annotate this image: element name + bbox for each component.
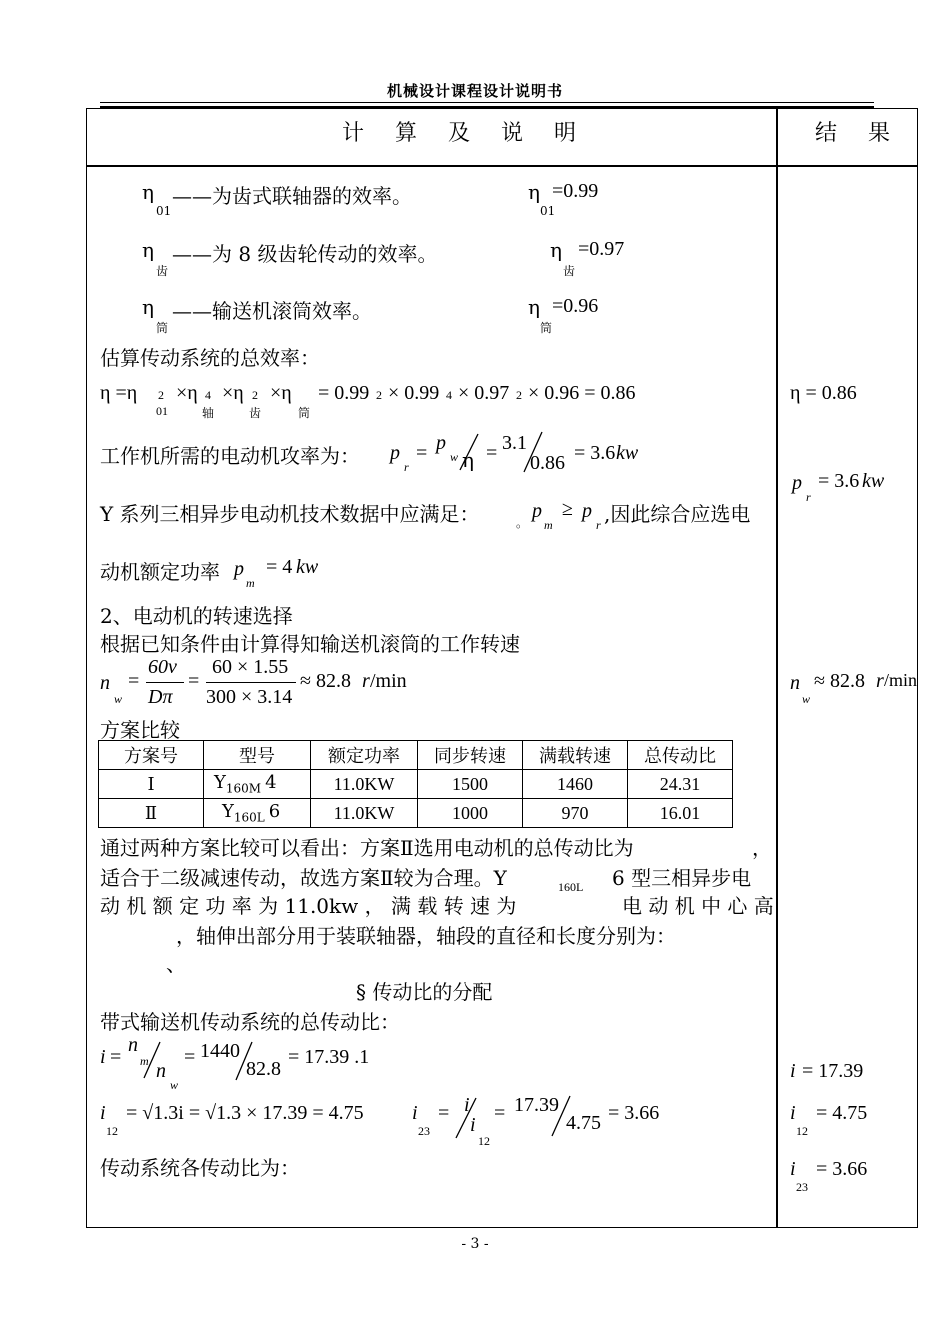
page-number: - 3 -	[461, 1236, 489, 1252]
series-condition-text: Y 系列三相异步电动机技术数据中应满足：	[100, 502, 480, 526]
paragraph-line-1-end: ，	[752, 836, 772, 860]
scheme-compare-label: 方案比较	[100, 718, 180, 742]
total-ratio-label: 带式输送机传动系统的总传动比：	[100, 1010, 400, 1034]
header-row-divider	[86, 165, 918, 167]
document-header-title: 机械设计课程设计说明书	[386, 82, 563, 100]
rated-power-text: 动机额定功率	[100, 560, 220, 584]
header-rule-thin	[100, 102, 874, 103]
table-header-row: 方案号 型号 额定功率 同步转速 满载转速 总传动比	[99, 741, 733, 770]
column-header-result: 结 果	[815, 121, 902, 146]
paragraph-line-4: ，轴伸出部分用于装联轴器，轴段的直径和长度分别为：	[176, 924, 676, 948]
paragraph-line-3a: 动 机 额 定 功 率 为 11.0kw ， 满 载 转 速 为	[100, 894, 517, 918]
speed-selection-heading: 2、电动机的转速选择	[100, 604, 293, 628]
paragraph-line-5: 、	[166, 952, 186, 976]
column-divider	[776, 108, 778, 1228]
paragraph-line-3b: 电 动 机 中 心 高	[622, 894, 774, 918]
table-row: Ⅱ $Y_{160L}$ 6 11.0KW 1000 970 16.01	[99, 799, 733, 828]
fraction-bar	[146, 682, 184, 683]
paragraph-line-1: 通过两种方案比较可以看出：方案Ⅱ选用电动机的总传动比为	[100, 836, 634, 860]
speed-intro-text: 根据已知条件由计算得知输送机滚筒的工作转速	[100, 632, 520, 656]
estimate-efficiency-label: 估算传动系统的总效率：	[100, 346, 320, 370]
scheme-comparison-table	[98, 740, 733, 828]
each-ratio-label: 传动系统各传动比为：	[100, 1156, 300, 1180]
table-row: Ⅰ $Y_{160M}$ 4 11.0KW 1500 1460 24.31	[99, 770, 733, 799]
power-needed-label: 工作机所需的电动机攻率为：	[100, 444, 360, 468]
series-condition-tail: ,因此综合应选电	[604, 502, 751, 526]
column-header-calculation: 计 算 及 说 明	[342, 121, 588, 146]
result-efficiency: η = 0.86	[790, 382, 857, 404]
fraction-bar	[206, 682, 296, 683]
section-heading-ratio: § 传动比的分配	[356, 980, 493, 1004]
